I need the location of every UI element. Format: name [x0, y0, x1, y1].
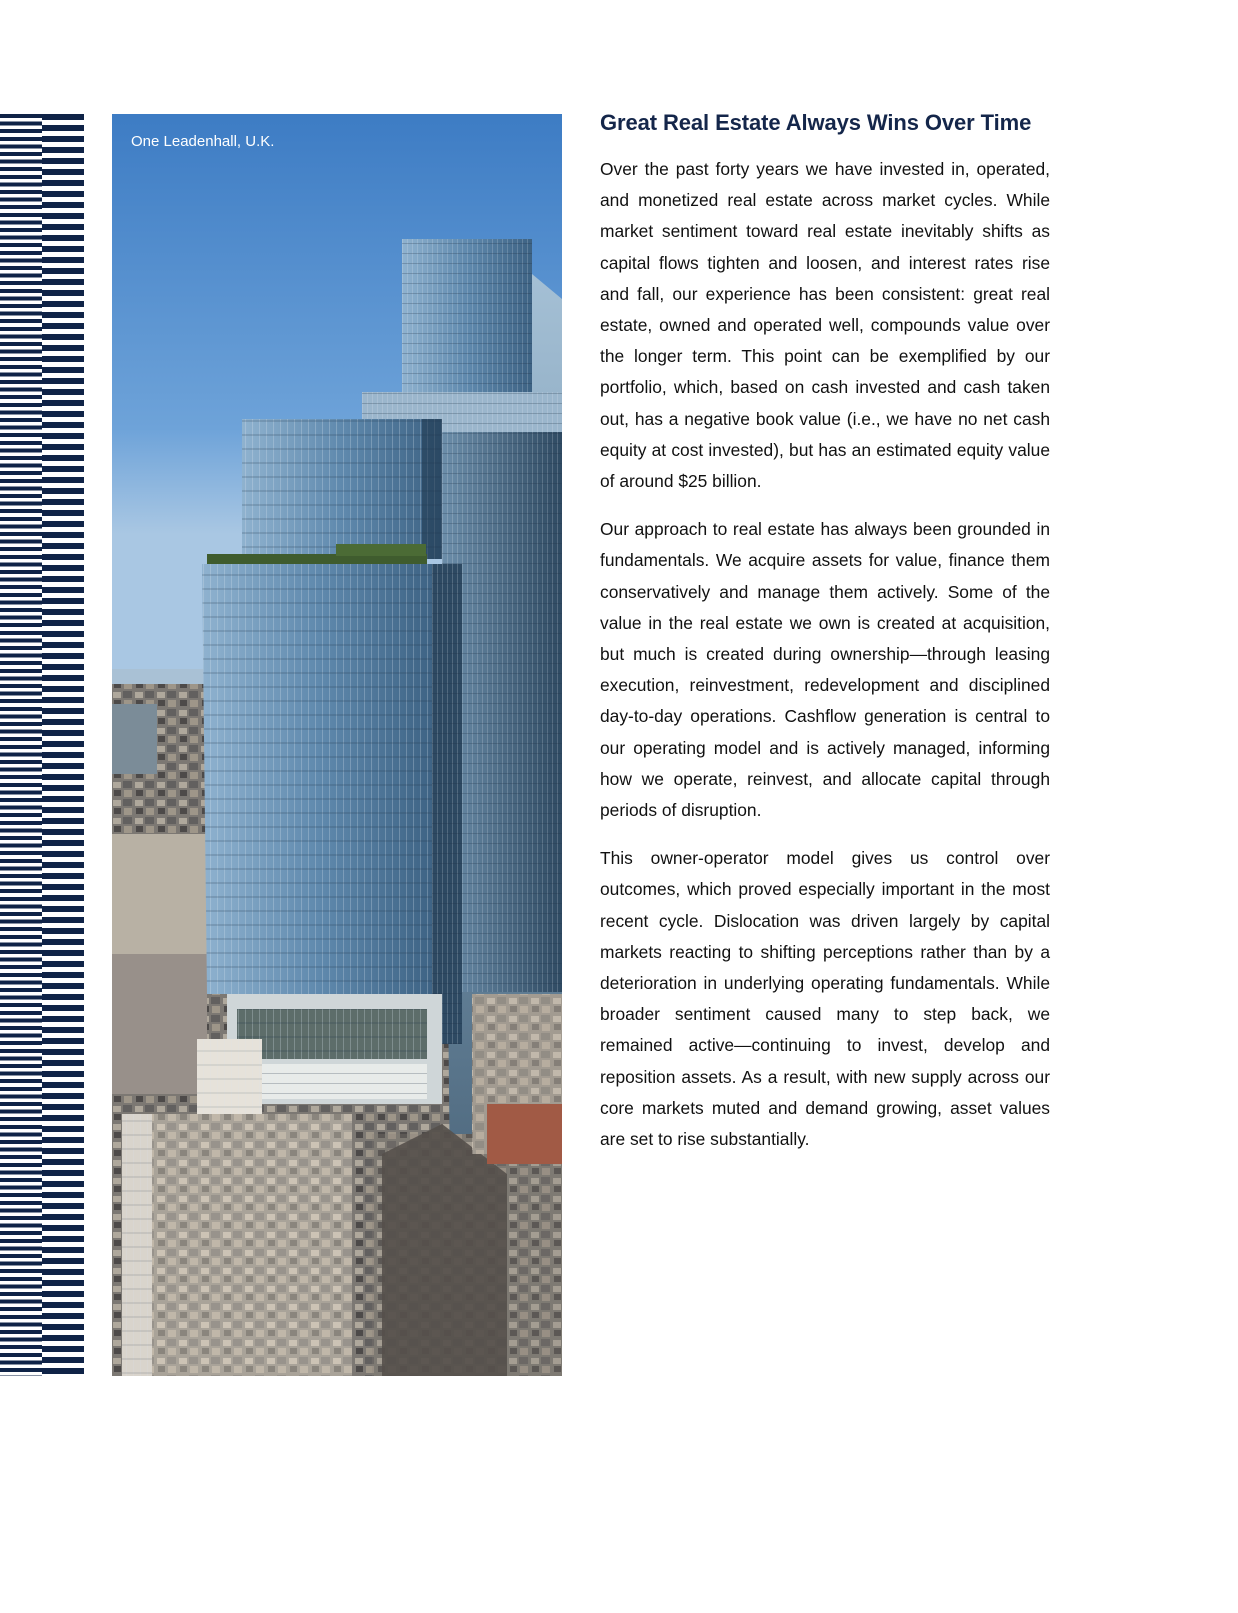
paragraph-1: Over the past forty years we have invested in, operated, and monetized real estate across market cycles. While market sentiment toward real estate inevitably shifts as capital flows tighten and loosen, and interest rates rise and fall, our experience has been consistent: great real estate, owned and operated well, compounds value over the longer term. This point can be exemplified by our portfolio, which, based on cash invested and cash taken out, has a negative book value (i.e., we have no net cash equity at cost invested), but has an estimated equity value of around $25 billion. — [600, 159, 1050, 492]
article-title: Great Real Estate Always Wins Over Time — [600, 110, 1032, 135]
article — [600, 106, 1050, 1172]
paragraph-2: Our approach to real estate has always been grounded in fundamentals. We acquire assets for value, finance them conservatively and manage them actively. Some of the value in the real estate we own is created at acquisition, but much is created during ownership—through leasing execution, reinvestment, redevelopment and disciplined day-to-day operations. Cashflow generation is central to our operating model and is actively managed, informing how we operate, reinvest, and allocate capital through periods of disruption. — [600, 519, 1050, 821]
decorative-stripes — [0, 114, 84, 1376]
building-photo — [112, 114, 562, 1376]
paragraph-3: This owner-operator model gives us control over outcomes, which proved especially important in the most recent cycle. Dislocation was driven largely by capital markets reacting to shifting perceptions rather than by a deterioration in underlying operating fundamentals. While broader sentiment caused many to step back, we remained active—continuing to invest, develop and reposition assets. As a result, with new supply across our core markets muted and demand growing, asset values are set to rise substantially. — [600, 848, 1050, 1150]
building-illustration — [112, 114, 562, 1376]
photo-caption: One Leadenhall, U.K. — [131, 133, 275, 150]
